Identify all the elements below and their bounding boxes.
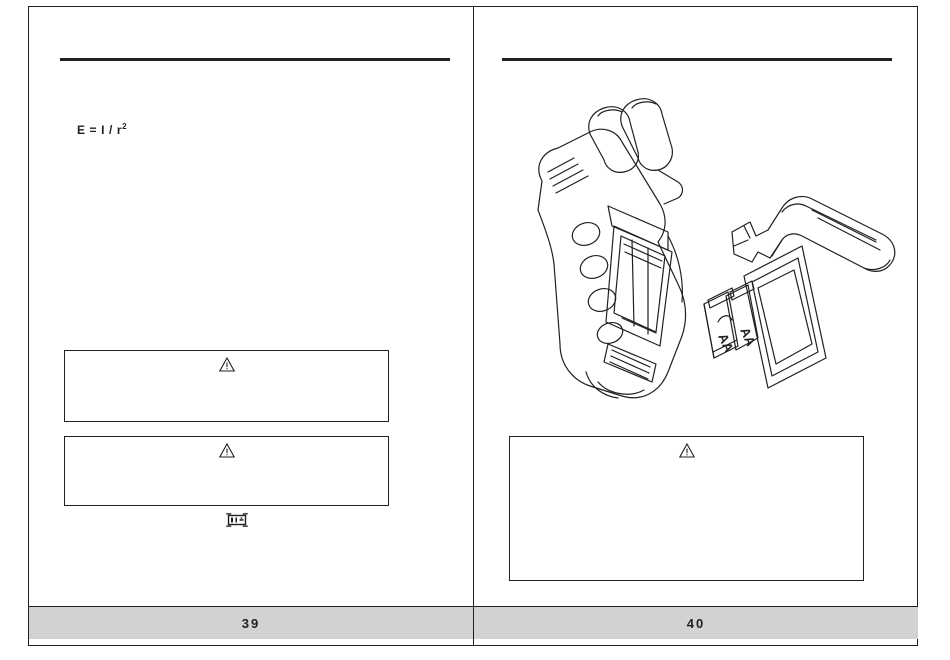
warning-box-caution-2 [64,436,389,506]
right-page-heading-rule [502,58,892,61]
formula-exponent: 2 [122,122,128,131]
warning-triangle-wrap-2 [65,443,388,462]
left-page-number: 39 [241,615,261,631]
formula-base: E = I / r [77,123,123,137]
left-page-heading-rule [60,58,450,61]
battery-symbol-wrap [225,512,249,533]
warning-triangle-icon [219,357,235,372]
left-page [29,6,473,646]
right-page [474,6,918,646]
right-page-footer [474,606,918,639]
right-page-number: 40 [686,615,706,631]
battery-label-aa-2: AA [737,325,759,349]
warning-triangle-wrap-1 [65,357,388,376]
formula-text [77,122,127,137]
left-page-footer [29,606,473,639]
warning-box-caution-1 [64,350,389,422]
warning-triangle-icon [679,443,695,458]
warning-triangle-wrap-3 [510,443,863,462]
warning-box-caution-3 [509,436,864,581]
battery-label-aa: AA [715,331,737,355]
battery-compartment-exploded-diagram [482,86,912,426]
warning-triangle-icon [219,443,235,458]
battery-symbol-icon [225,512,249,528]
